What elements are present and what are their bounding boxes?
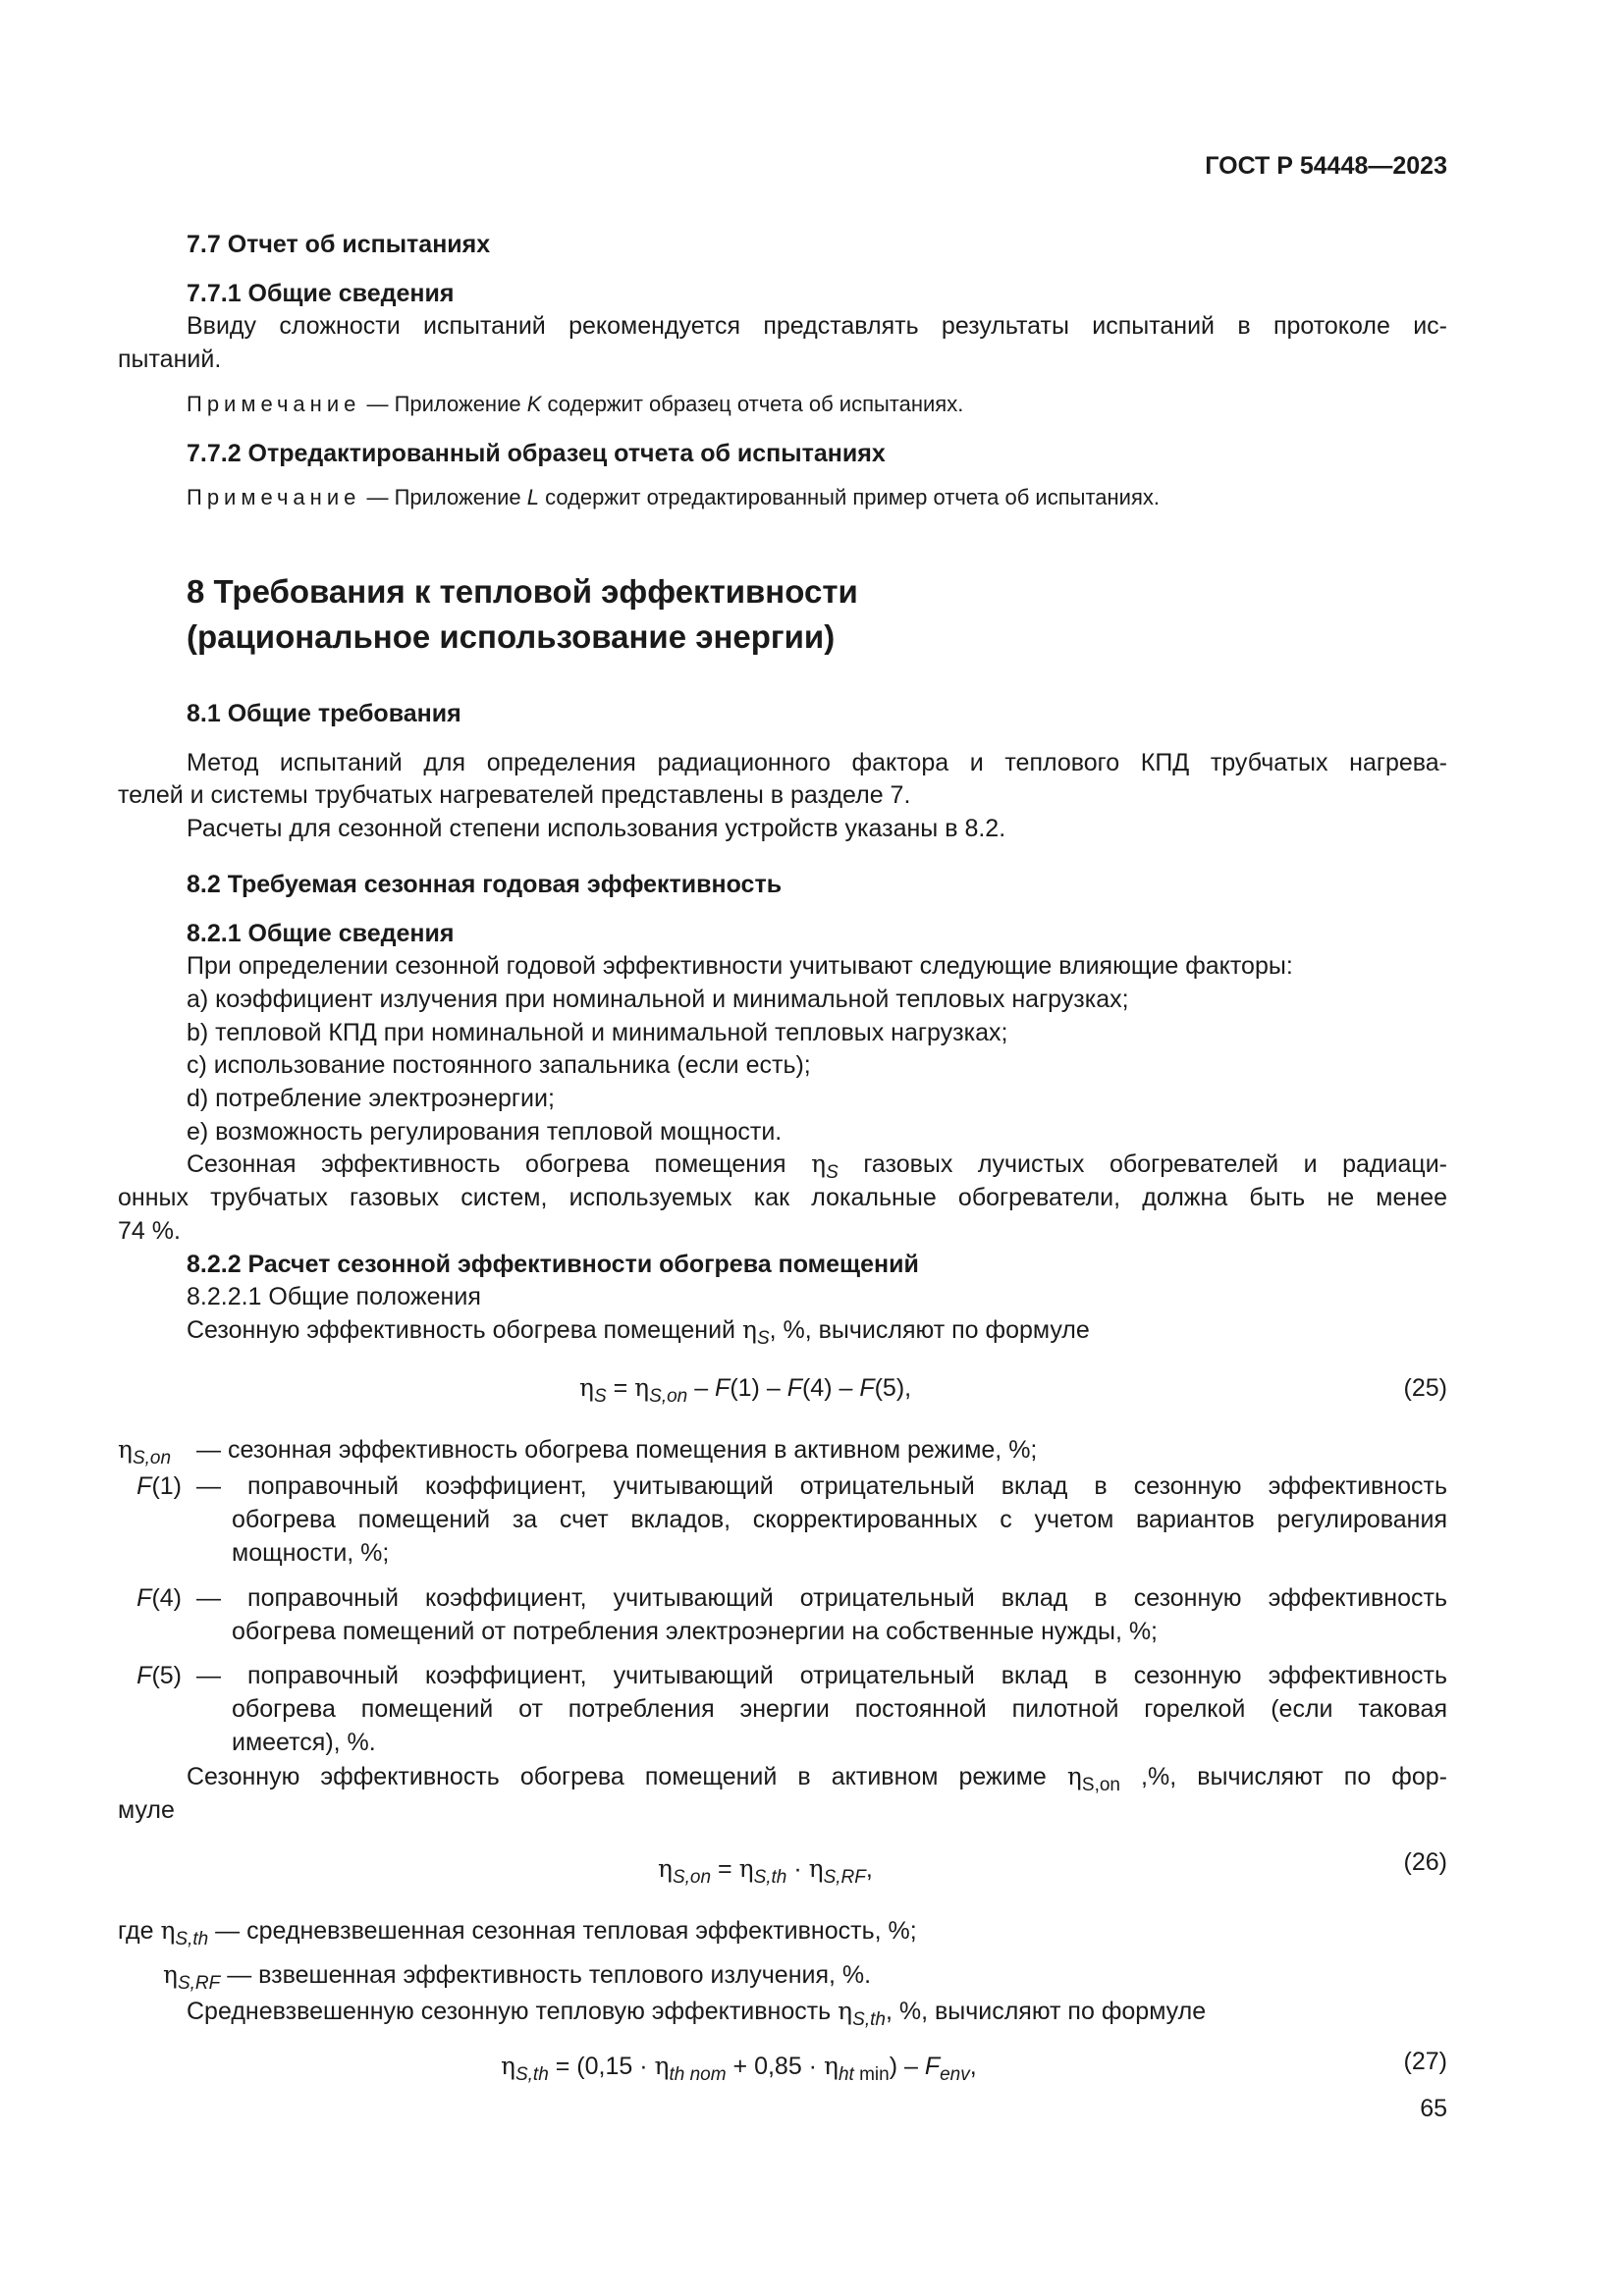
note-label: Примечание <box>187 392 361 416</box>
section-7-7-2-title: 7.7.2 Отредактированный образец отчета об испытаниях <box>187 440 886 467</box>
section-8-2-2-title: 8.2.2 Расчет сезонной эффективности обогрева помещений <box>187 1251 919 1278</box>
paragraph-formula26-line2: муле <box>118 1796 175 1824</box>
def-term-f1: F(1) <box>136 1472 182 1500</box>
formula-27: $\eta_{S,th} = (0,15 \cdot \eta_{th nom} + 0,85 \cdot \eta_{ht min}) - F_{env}$, <box>501 2052 977 2085</box>
section-7-7-1-title: 7.7.1 Общие сведения <box>187 280 455 307</box>
paragraph-8-1-line2: телей и системы трубчатых нагревателей представлены в разделе 7. <box>118 781 911 809</box>
paragraph-formula26-intro: Сезонную эффективность обогрева помещений в активном режиме $\eta_{S,on}$ ,%, вычисляют по фор- <box>187 1762 1448 1795</box>
list-item: c) использование постоянного запальника (если есть); <box>187 1051 811 1079</box>
def-text: мощности, %; <box>232 1539 390 1567</box>
def-where-eta-sth: где $\eta_{S,th}$ — средневзвешенная сезонная тепловая эффективность, %; <box>118 1916 917 1949</box>
paragraph-formula25-intro: Сезонную эффективность обогрева помещений $\eta_S$, %, вычисляют по формуле <box>187 1315 1090 1349</box>
section-8-title-line1: 8 Требования к тепловой эффективности <box>187 573 858 610</box>
section-8-2-2-1-title: 8.2.2.1 Общие положения <box>187 1283 481 1310</box>
paragraph-8-1-p2: Расчеты для сезонной степени использования устройств указаны в 8.2. <box>187 815 1006 842</box>
note-2: Примечание — Приложение L содержит отредактированный пример отчета об испытаниях. <box>187 485 1160 509</box>
def-term-eta-son: $\eta_{S,on}$ <box>118 1435 172 1468</box>
paragraph-8-1-line1: Метод испытаний для определения радиационного фактора и теплового КПД трубчатых нагрева- <box>187 749 1447 776</box>
list-item: d) потребление электроэнергии; <box>187 1085 555 1112</box>
list-item: e) возможность регулирования тепловой мощности. <box>187 1118 783 1146</box>
section-8-2-title: 8.2 Требуемая сезонная годовая эффективность <box>187 871 783 898</box>
paragraph-formula27-intro: Средневзвешенную сезонную тепловую эффективность $\eta_{S,th}$, %, вычисляют по формуле <box>187 1997 1207 2030</box>
def-term-f5: F(5) <box>136 1662 182 1689</box>
list-item: a) коэффициент излучения при номинальной и минимальной тепловых нагрузках; <box>187 986 1129 1013</box>
section-8-1-title: 8.1 Общие требования <box>187 700 461 727</box>
paragraph-seasonal-line1: Сезонная эффективность обогрева помещения $\eta_S$ газовых лучистых обогревателей и радиаци- <box>187 1149 1447 1183</box>
paragraph-7-7-1-line1: Ввиду сложности испытаний рекомендуется представлять результаты испытаний в протоколе ис- <box>187 312 1447 340</box>
def-eta-srf: $\eta_{S,RF}$ — взвешенная эффективность теплового излучения, %. <box>163 1960 872 1994</box>
page-number: 65 <box>1420 2095 1447 2122</box>
def-text: — поправочный коэффициент, учитывающий отрицательный вклад в сезонную эффективность <box>196 1472 1447 1500</box>
note-1: Примечание — Приложение K содержит образец отчета об испытаниях. <box>187 392 964 416</box>
def-text: — сезонная эффективность обогрева помещения в активном режиме, %; <box>196 1436 1038 1464</box>
def-text: имеется), %. <box>232 1729 376 1756</box>
paragraph-seasonal-line2: онных трубчатых газовых систем, используемых как локальные обогреватели, должна быть не менее <box>118 1184 1447 1211</box>
def-term-f4: F(4) <box>136 1584 182 1612</box>
def-text: обогрева помещений за счет вкладов, скорректированных с учетом вариантов регулирования <box>232 1506 1447 1533</box>
def-text: обогрева помещений от потребления электроэнергии на собственные нужды, %; <box>232 1618 1159 1645</box>
formula-27-number: (27) <box>1403 2048 1447 2075</box>
def-text: — поправочный коэффициент, учитывающий отрицательный вклад в сезонную эффективность <box>196 1662 1447 1689</box>
paragraph-seasonal-line3: 74 %. <box>118 1217 181 1245</box>
def-text: обогрева помещений от потребления энергии постоянной пилотной горелкой (если таковая <box>232 1695 1447 1723</box>
paragraph-7-7-1-line2: пытаний. <box>118 346 222 373</box>
def-text: — поправочный коэффициент, учитывающий отрицательный вклад в сезонную эффективность <box>196 1584 1447 1612</box>
note-label: Примечание <box>187 485 361 509</box>
document-id: ГОСТ Р 54448—2023 <box>1205 152 1447 180</box>
paragraph-8-2-1-intro: При определении сезонной годовой эффективности учитывают следующие влияющие факторы: <box>187 952 1293 980</box>
formula-26-number: (26) <box>1403 1848 1447 1876</box>
list-item: b) тепловой КПД при номинальной и минимальной тепловых нагрузках; <box>187 1019 1008 1046</box>
formula-25: $\eta_S = \eta_{S,on} - F(1) - F(4) - F(5)$, <box>579 1373 912 1407</box>
formula-25-number: (25) <box>1403 1374 1447 1402</box>
section-8-title-line2: (рациональное использование энергии) <box>187 618 836 655</box>
section-7-7-title: 7.7 Отчет об испытаниях <box>187 231 491 258</box>
section-8-2-1-title: 8.2.1 Общие сведения <box>187 920 455 947</box>
formula-26: $\eta_{S,on} = \eta_{S,th} \cdot \eta_{S,RF}$, <box>658 1854 873 1888</box>
